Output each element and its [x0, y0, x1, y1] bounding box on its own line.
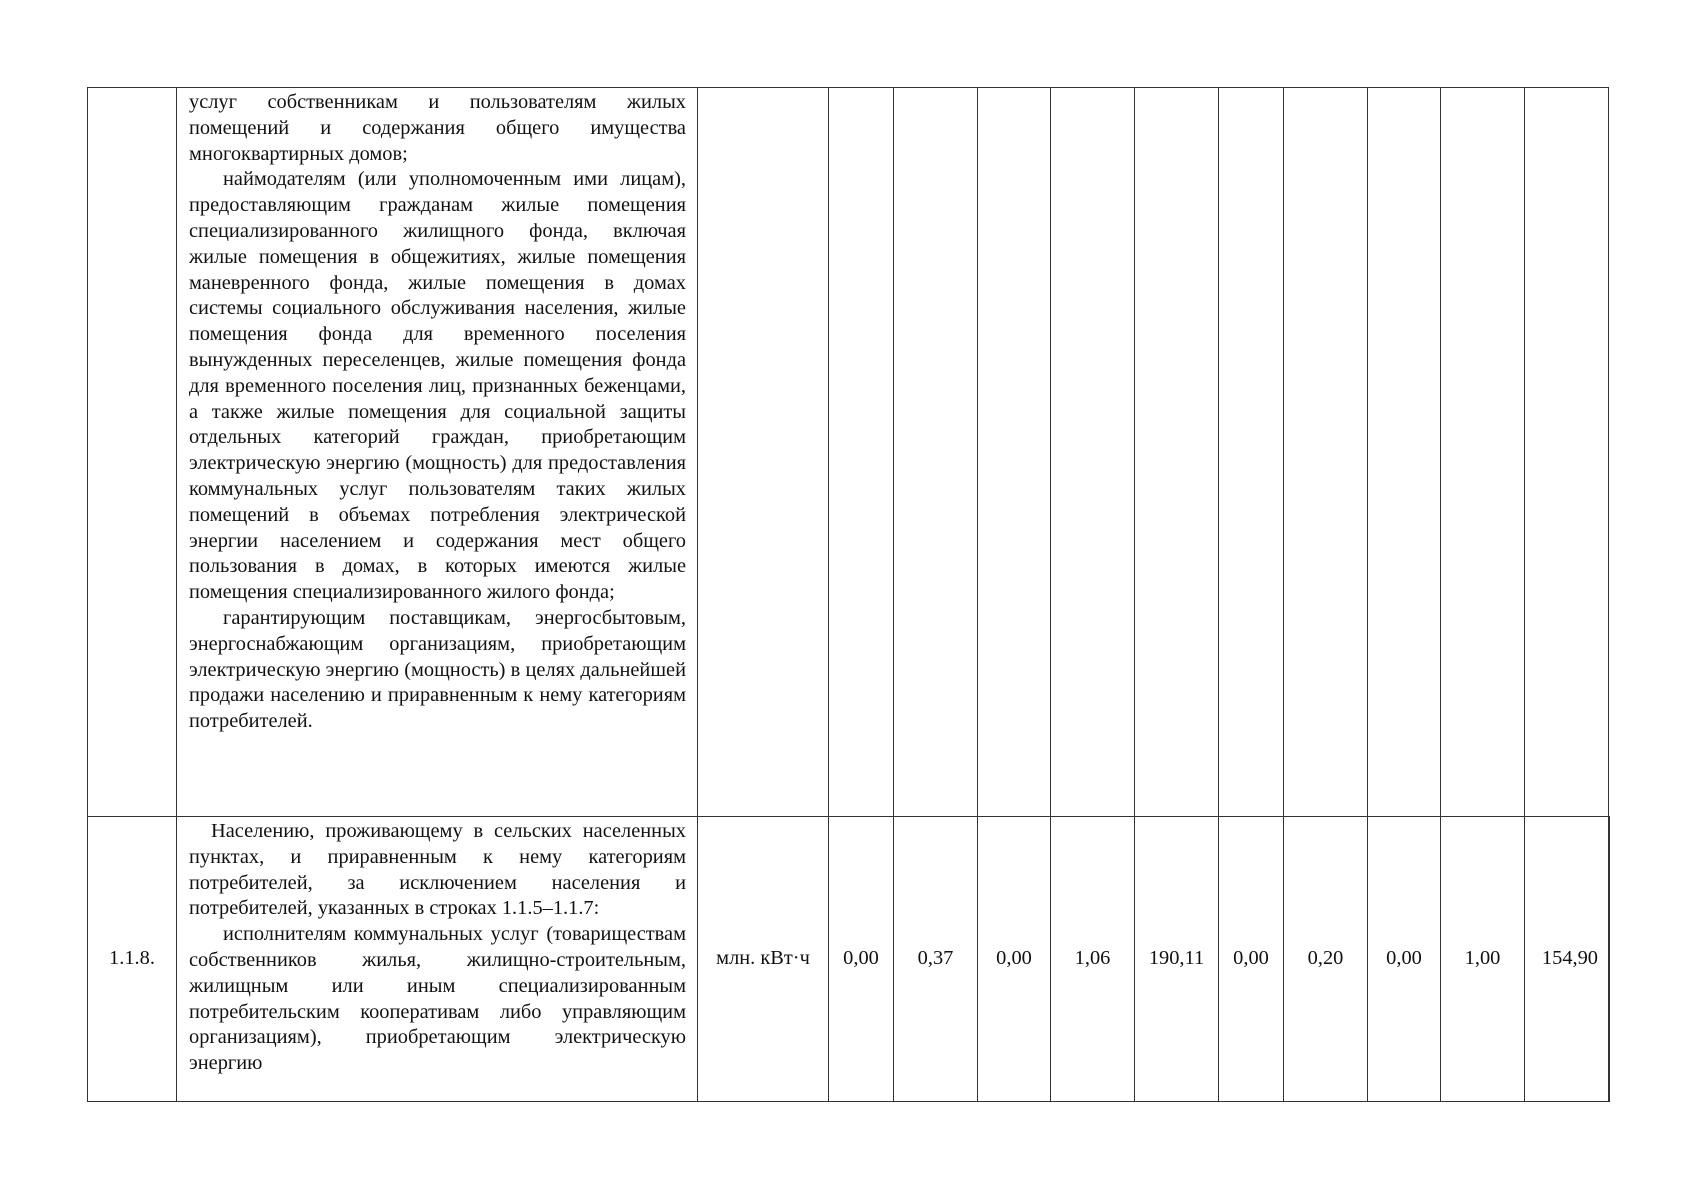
value-cell [1525, 88, 1609, 817]
value-cell: 1,06 [1051, 817, 1135, 1102]
value-cell: 0,37 [894, 817, 978, 1102]
value-cell: 0,00 [1219, 817, 1284, 1102]
value-cell: 190,11 [1135, 817, 1219, 1102]
table-row [88, 817, 1610, 1102]
value-cell [829, 88, 894, 817]
value-cell: 154,90 [1525, 817, 1609, 1102]
description-paragraph: наймодателям (или уполномоченным ими лицам), предоставляющим гражданам жилые помещения специализированного жилищного фонда, включая жилые помещения в общежитиях, жилые помещения маневренного фонда, жилые помещения в домах системы социального обслуживания населения, жилые помещения фонда для временного поселения вынужденных переселенцев, жилые помещения фонда для временного поселения лиц, признанных беженцами, а также жилые помещения для социальной защиты отдельных категорий граждан, приобретающим электрическую энергию (мощность) для предоставления коммунальных услуг пользователям таких жилых помещений в объемах потребления электрической энергии населением и содержания мест общего пользования в домах, в которых имеются жилые помещения специализированного жилого фонда; [189, 168, 686, 604]
value-cell [1609, 817, 1610, 1102]
tariff-balance-table [87, 87, 1610, 1102]
value-cell [1284, 88, 1368, 817]
value-cell [1051, 88, 1135, 817]
row-unit-cell [698, 88, 829, 817]
value-cell: 1,00 [1441, 817, 1525, 1102]
description-paragraph: услуг собственникам и пользователям жилых помещений и содержания общего имущества многоквартирных домов; [189, 91, 686, 165]
value-cell: 0,00 [1368, 817, 1441, 1102]
row-description-cell [177, 88, 698, 817]
value-cell: 0,20 [1284, 817, 1368, 1102]
value-cell: 0,00 [829, 817, 894, 1102]
value-cell [1219, 88, 1284, 817]
value-cell [978, 88, 1051, 817]
description-paragraph: Населению, проживающему в сельских населенных пунктах, и приравненным к нему категориям потребителей, за исключением населения и потребителей, указанных в строках 1.1.5–1.1.7: [189, 820, 686, 920]
value-cell [894, 88, 978, 817]
value-cell [1135, 88, 1219, 817]
row-description-cell [177, 817, 698, 1102]
description-paragraph: исполнителям коммунальных услуг (товариществам собственников жилья, жилищно-строительным, жилищным или иным специализированным потребительским кооперативам либо управляющим организациям), приобретающим электрическую энергию [189, 923, 686, 1075]
value-cell: 0,00 [978, 817, 1051, 1102]
table-row [88, 88, 1610, 817]
row-code-cell [88, 88, 177, 817]
value-cell [1441, 88, 1525, 817]
row-code-cell: 1.1.8. [88, 817, 177, 1102]
description-paragraph: гарантирующим поставщикам, энергосбытовым, энергоснабжающим организациям, приобретающим электрическую энергию (мощность) в целях дальнейшей продажи населению и приравненным к нему категориям потребителей. [189, 606, 686, 733]
row-unit-cell: млн. кВт·ч [698, 817, 829, 1102]
value-cell [1368, 88, 1441, 817]
